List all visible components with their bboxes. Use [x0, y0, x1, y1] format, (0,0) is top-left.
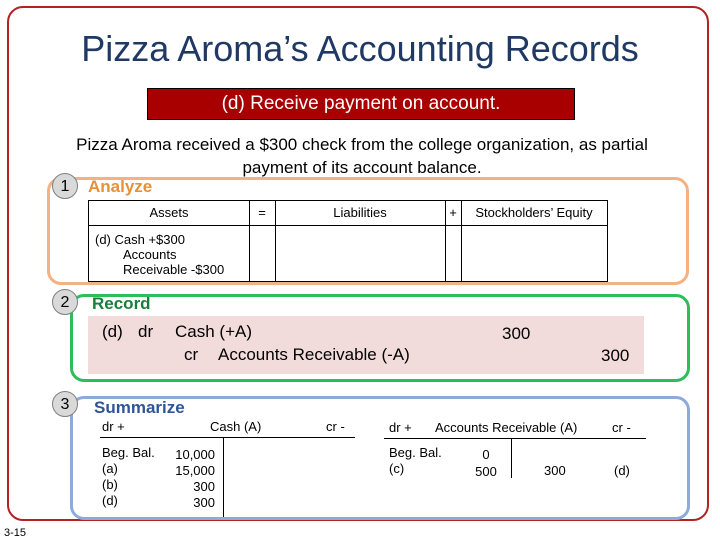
debit-amount: 300 [502, 324, 531, 343]
cash-row-value: 15,000 [175, 463, 215, 478]
ar-credit-heading: cr - [612, 420, 631, 435]
assets-header: Assets [89, 201, 249, 226]
step-1-badge: 1 [52, 173, 78, 199]
analysis-line-2: Accounts [123, 247, 177, 262]
cash-row-label: (a) [102, 461, 118, 476]
equals-sign: = [249, 201, 275, 226]
step-2-badge: 2 [52, 289, 78, 315]
ar-t-account-top [384, 438, 646, 439]
ar-row-label: (c) [389, 461, 405, 476]
analysis-line-3: Receivable -$300 [123, 262, 225, 277]
cash-row-label: Beg. Bal. [102, 445, 155, 460]
cash-row-value: 300 [193, 495, 215, 510]
analyze-label: Analyze [88, 177, 153, 196]
credit-marker: cr [184, 345, 199, 364]
debit-account: Cash (+A) [175, 322, 252, 341]
plus-sign: + [445, 201, 461, 226]
ar-debit-value: 500 [475, 464, 497, 479]
cash-t-account-stem [223, 437, 224, 517]
page-number: 3-15 [4, 527, 27, 539]
credit-amount: 300 [601, 346, 630, 365]
cash-t-account-top [100, 437, 355, 438]
cash-credit-heading: cr - [326, 419, 345, 434]
equity-header: Stockholders’ Equity [461, 201, 607, 226]
ar-row-label: Beg. Bal. [389, 445, 442, 460]
credit-account: Accounts Receivable (-A) [218, 345, 410, 364]
cash-row-value: 300 [193, 479, 215, 494]
ar-debit-value: 0 [482, 447, 490, 462]
ar-t-account-stem [511, 438, 512, 478]
cash-row-label: (d) [102, 493, 118, 508]
divider [461, 201, 462, 282]
debit-marker: dr [138, 322, 154, 341]
divider [275, 201, 276, 282]
summarize-label: Summarize [94, 398, 185, 417]
transaction-description: Pizza Aroma received a $300 check from the college organization, as partial payment of its account balance. [76, 135, 648, 177]
divider [249, 201, 250, 282]
record-label: Record [92, 294, 151, 313]
cash-debit-heading: dr + [102, 419, 125, 434]
ar-credit-ref: (d) [614, 463, 630, 478]
ar-credit-value: 300 [544, 463, 566, 478]
divider [445, 201, 446, 282]
step-3-badge: 3 [52, 391, 78, 417]
page-title: Pizza Aroma’s Accounting Records [81, 28, 639, 69]
subtitle-banner: (d) Receive payment on account. [147, 88, 575, 120]
liabilities-header: Liabilities [275, 201, 445, 226]
cash-row-value: 10,000 [175, 447, 215, 462]
cash-row-label: (b) [102, 477, 118, 492]
analysis-line-1: (d) Cash +$300 [95, 232, 185, 247]
ar-debit-heading: dr + [389, 420, 412, 435]
cash-account-title: Cash (A) [210, 419, 262, 434]
ar-account-title: Accounts Receivable (A) [435, 420, 578, 435]
entry-ref: (d) [102, 322, 123, 341]
accounting-equation-table [88, 200, 608, 282]
